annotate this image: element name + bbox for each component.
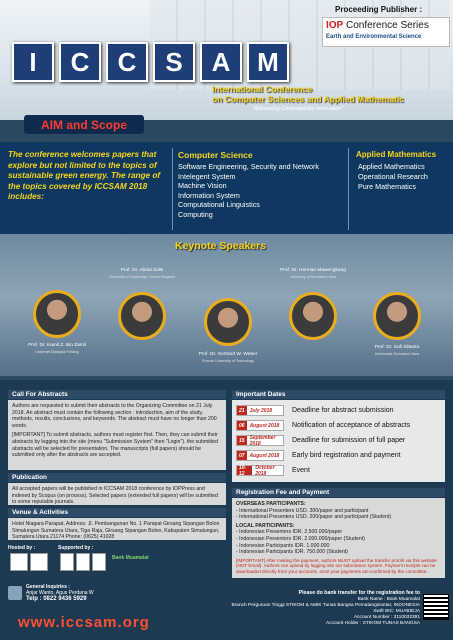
speaker-affiliation: Universiti Malaysia Pahang [35,350,79,354]
date-row [236,465,310,476]
am-list [358,162,428,192]
call-heading: Call For Abstracts [8,390,226,399]
host-logo [10,553,28,571]
cs-heading: Computer Science [178,150,253,160]
list-item: Applied Mathematics [358,162,425,171]
publication-text: All accepted papers will be published in ICCSAM 2018 conference by IOPPress and indexed by Scopus (on process). Selected papers (extended full papers) will be submitted to some reputable journals. [8,483,226,505]
acronym-letter: S [153,42,195,82]
bank-line: Account Number : 3110032391 [353,615,420,620]
hosted-by-label: Hosted by : [8,545,36,551]
speaker-affiliation: Universitas Sumatera Utara [374,352,420,356]
fee-note: [IMPORTANT] After making the payment, authors MUST upload the transfer proofs via this website (NOT Email). Authors can upload by logging into our submission system. Payment receipts can be downloaded directly from your accounts, once your payments are confirmed by the committee. [236,557,437,574]
support-logo [60,553,74,571]
speaker-name: Prof. Dr. Sufi Slitanto [374,345,420,350]
bank-line: Swift BIC: MUABIDJA [373,609,420,614]
fee-line: - Indonesian Participants IDR. 1.000.000 [236,542,330,549]
host-logo [30,553,48,571]
keynote-title: Keynote Speakers [175,240,267,252]
acronym-row [12,42,289,82]
local-label: LOCAL PARTICIPANTS: [236,522,295,529]
inquiries-phone: Telp : 0822 9436 5929 [26,596,87,603]
list-item: Machine Vision [178,181,227,190]
publication-heading: Publication [8,473,226,482]
list-item: Computational Linguistics [178,200,260,209]
overseas-label: OVERSEAS PARTICIPANTS: [236,501,306,507]
speaker-photo [289,292,337,340]
date-event: Deadline for abstract submission [292,407,394,414]
iop-series: Conference Series [346,20,429,31]
speaker-name: Prof. Dr. Gerhard W. Weber [198,352,258,357]
date-badge: 06 August 2018 [236,420,284,431]
speaker-affiliation: Poznan University of Technology [201,359,255,363]
conference-title-line1: International Conference [212,84,313,94]
bank-line: Account Holder : STIKOM TUNAS BANGSA [325,621,420,626]
inquiries-names: Anjar Wanto, Agus Perdana W [26,590,94,597]
date-badge: 10-12 October 2018 [236,465,284,476]
publisher-label: Proceeding Publisher : [335,5,423,14]
fee-line: - Indonesian Participants IDR. 750.000 (Student) [236,549,348,556]
website-link[interactable]: www.iccsam.org [18,614,150,631]
date-badge: 15 September 2018 [236,435,284,446]
list-item: Intelegent System [178,171,236,181]
iop-brand: IOP [326,20,344,31]
speaker-photo [118,292,166,340]
divider [348,148,349,230]
speaker-photo [204,298,252,346]
bank-line: Bank Name : Bank Muamalat [357,597,420,602]
qr-code-icon [423,594,449,620]
date-event: Early bird registration and payment [292,452,401,459]
call-text-1: Authors are requested to submit their abstracts to the Organizing Committee on 21 July 2018. An abstract must contain the following section : introduction, aim of the study, methods, results, conclusions, and keywords. The abstract must have no longer than 200 words. [12,403,217,429]
date-row [236,450,401,461]
acronym-letter: C [106,42,148,82]
venue-heading: Venue & Activities [8,508,226,517]
cs-list [178,162,319,219]
speaker-name: Prof. Dr. Kamil Z. Bin Zamli [28,343,86,348]
date-badge: 21 July 2018 [236,405,284,416]
conference-title [212,84,447,104]
conference-tagline: "Advancing Computability Innovation" [252,106,344,112]
date-row [236,435,405,446]
general-inquiries [26,584,94,603]
scope-intro: The conference welcomes papers that explore but not limited to the topics of sustainable green energy. The range of the topics covered by ICCSAM 2018 includes: [8,150,161,201]
supported-by-label: Supported by : [58,545,94,551]
call-box [8,400,226,470]
bank-line: Branch Perguruan Tinggi STIKOM & AMIK Tunas Bangsa Pematangsiantar, INDONESIA [231,603,420,608]
fee-line: - Indonesian Presenters IDR. 2.000.000/paper (Student) [236,535,365,542]
date-event: Deadline for submission of full paper [292,437,406,444]
bank-logo: Bank Muamalat [112,555,149,561]
building-icon [8,586,22,600]
list-item: Computing [178,209,213,219]
fee-line: - Indonesian Presenters IDR. 2.500.000/paper [236,529,343,536]
aim-scope-heading: AIM and Scope [24,115,144,134]
speaker-affiliation: University of Sumatera Utara [289,275,337,279]
conference-title-line2: on Computer Sciences and Applied Mathematic [212,94,404,104]
fees-box [232,498,445,578]
speaker-name: Prof. Dr. Abdul Salis [120,268,164,273]
speaker-name: Prof. Dr. Herman Mawengkang [280,268,346,273]
venue-text: Hotel Niagara Parapat, Address: Jl. Pembangunan No. 1 Parapat Girsang Sipangan Bolon Simalungun Sumatera Utara, Tiga Raja, Girsang Sipangan Bolon, Kabupaten Simalungun, Sumatera Utara 21174 Phone: (0625) 41028 [8,518,226,540]
fee-line: - International Presenters USD. 200/paper and participant (Student) [236,514,392,521]
date-badge: 07 August 2018 [236,450,284,461]
iop-subtitle: Earth and Environmental Science [326,34,422,40]
dates-heading: Important Dates [232,390,445,399]
call-text-2: [IMPORTANT] To submit abstracts, authors must register first. Then, they can submit their abstracts by logging into the site (menu "Submission System" then "Login"). the submitted abstracts will be selected for presentation. The manuscripts (full papers) should be submitted only after the abstracts are accepted. [12,432,219,459]
inquiries-label: General Inquiries : [26,584,70,590]
date-row [236,420,410,431]
fee-line: - International Presenters USD. 300/paper and participant [236,507,369,514]
bank-heading: Please do bank transfer for the registration fee to [298,590,420,596]
iop-logo [326,20,429,31]
support-logo [76,553,90,571]
fees-heading: Registration Fee and Payment [232,488,445,497]
acronym-letter: I [12,42,54,82]
am-heading: Applied Mathematics [356,150,437,159]
list-item: Operational Research [358,172,428,181]
acronym-letter: M [247,42,289,82]
list-item: Pure Mathematics [358,182,416,191]
support-logo [92,553,106,571]
date-row [236,405,394,416]
date-event: Event [292,467,310,474]
divider [172,148,173,230]
speaker-affiliation: University of Cambridge, United Kingdom [109,275,175,279]
acronym-letter: A [200,42,242,82]
speaker-photo [33,290,81,338]
speaker-photo [373,292,421,340]
list-item: Information System [178,190,240,200]
acronym-letter: C [59,42,101,82]
list-item: Software Engineering, Security and Network [178,162,320,171]
date-event: Notification of acceptance of abstracts [292,422,411,429]
bank-info [190,590,420,627]
